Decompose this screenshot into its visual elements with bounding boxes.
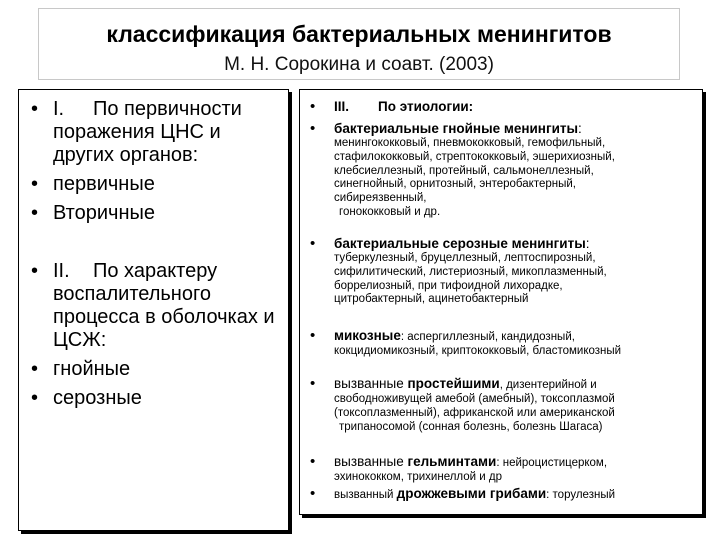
body-line: сифилитический, листериозный, микоплазменный,: [334, 265, 607, 278]
body-line: кокцидиомикозный, криптококковый, бластомикозный: [334, 345, 622, 357]
right-panel: [299, 89, 703, 515]
body-line: менингококковый, пневмококковый, гемофильный,: [334, 137, 606, 149]
bullet-icon: •: [31, 260, 39, 282]
body-line: синегнойный, орнитозный, энтеробактерный,: [334, 178, 576, 191]
item-title-prefix: вызванные: [334, 454, 408, 469]
bullet-icon: •: [310, 453, 316, 470]
item-title-rest: : торулезный: [546, 489, 616, 501]
item-title-rest: : нейроцистицерком,: [496, 457, 608, 469]
list-item: [19, 173, 284, 196]
bullet-icon: •: [31, 202, 39, 224]
group-heading-text: По характеру воспалительного процесса в оболочках и ЦСЖ:: [53, 260, 275, 351]
bullet-icon: •: [310, 327, 316, 344]
item-text: первичные: [53, 173, 155, 195]
body-line: боррелиозный, при тифоидной лихорадке,: [334, 279, 563, 292]
bullet-icon: •: [31, 173, 39, 195]
item-title: простейшими: [407, 376, 500, 391]
roman-numeral: I.: [53, 98, 65, 120]
body-line: сибиреязвенный,: [334, 192, 427, 205]
etiology-heading: [300, 99, 698, 115]
bullet-icon: •: [310, 98, 316, 115]
body-line: эхинококком, трихинеллой и др: [334, 471, 503, 483]
group-1-heading: [19, 98, 284, 167]
item-title-rest: : аспергиллезный, кандидозный,: [400, 331, 575, 343]
bullet-icon: •: [31, 387, 39, 409]
item-title: бактериальные серозные менингиты: [334, 236, 586, 251]
slide-title: классификация бактериальных менингитов: [106, 21, 612, 47]
item-title-prefix: вызванные: [334, 376, 408, 391]
body-line: цитробактерный, ацинетобактерный: [334, 293, 529, 306]
item-text: Вторичные: [53, 202, 155, 224]
item-title: бактериальные гнойные менингиты: [334, 121, 579, 136]
classification-group-1: [19, 98, 284, 231]
bullet-icon: •: [310, 485, 316, 502]
item-text: гнойные: [53, 358, 131, 380]
item-title-suffix: :: [578, 121, 582, 136]
purulent-meningitis-item: [300, 121, 698, 220]
bullet-icon: •: [31, 358, 39, 380]
slide-subtitle: М. Н. Сорокина и соавт. (2003): [224, 54, 494, 75]
item-title: дрожжевыми грибами: [396, 486, 547, 501]
body-line: трипаносомой (сонная болезнь, болезнь Шагаса): [339, 420, 603, 433]
body-line: туберкулезный, бруцеллезный, лептоспирозный,: [334, 252, 596, 264]
roman-numeral: II.: [53, 260, 70, 282]
item-title-rest: , дизентерийной и: [499, 379, 597, 391]
item-title-suffix: :: [585, 236, 590, 251]
bullet-icon: •: [310, 235, 316, 252]
body-line: стафилококковый, стрептококковый, эшерихиозный,: [334, 150, 615, 163]
protozoa-meningitis-item: [300, 376, 698, 434]
serous-meningitis-item: [300, 236, 698, 307]
helminths-meningitis-item: [300, 454, 698, 485]
yeast-meningitis-item: [300, 486, 698, 503]
item-text: серозные: [53, 387, 142, 409]
item-title: гельминтами: [407, 454, 497, 469]
item-body: [334, 471, 698, 485]
item-body: [334, 252, 698, 307]
group-2-heading: [19, 260, 284, 352]
body-line: (токсоплазменный), африканской или американской: [334, 406, 615, 419]
item-body: [334, 345, 698, 359]
classification-group-2: [19, 260, 284, 416]
list-item: [19, 202, 284, 225]
roman-numeral: III.: [334, 99, 350, 114]
item-body: [334, 137, 698, 220]
mycotic-meningitis-item: [300, 328, 698, 359]
item-title-prefix: вызванный: [334, 489, 397, 501]
body-line: клебсиеллезный, протейный, сальмонеллезный,: [334, 164, 594, 177]
item-title: микозные: [334, 328, 401, 343]
item-body: [334, 393, 698, 434]
bullet-icon: •: [310, 375, 316, 392]
body-line: свободноживущей амебой (амебный), токсоплазмой: [334, 393, 615, 405]
body-line: гонококковый и др.: [339, 205, 441, 218]
bullet-icon: •: [31, 98, 39, 120]
etiology-heading-text: По этиологии:: [378, 99, 474, 114]
left-panel: [18, 89, 289, 531]
title-box: [38, 8, 680, 80]
list-item: [19, 387, 284, 410]
list-item: [19, 358, 284, 381]
bullet-icon: •: [310, 120, 316, 137]
group-heading-text: По первичности поражения ЦНС и других органов:: [53, 98, 242, 166]
